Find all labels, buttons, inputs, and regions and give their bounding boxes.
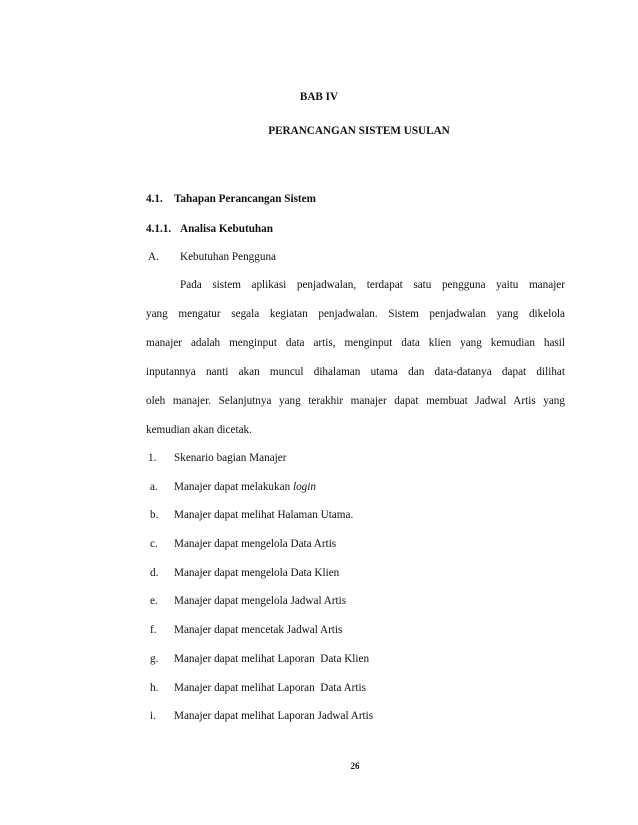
- list-item: Manajer dapat melakukan login: [174, 481, 316, 493]
- list-marker: h.: [150, 682, 159, 694]
- list-item: Manajer dapat melihat Halaman Utama.: [174, 509, 354, 521]
- paragraph-line: inputannya nanti akan muncul dihalaman utama dan data-datanya dapat dilihat: [146, 366, 565, 378]
- list-marker: i.: [150, 710, 156, 722]
- subsection-title: Analisa Kebutuhan: [180, 223, 273, 235]
- chapter-title: PERANCANGAN SISTEM USULAN: [268, 125, 450, 137]
- italic-term: login: [292, 481, 316, 493]
- item-marker: A.: [148, 251, 159, 263]
- list-marker: f.: [150, 624, 157, 636]
- list-item: Manajer dapat melihat Laporan Jadwal Artis: [174, 710, 374, 722]
- section-number: 4.1.: [146, 193, 163, 205]
- chapter-heading: BAB IV: [299, 91, 339, 103]
- list-marker: c.: [150, 538, 158, 550]
- list-marker: d.: [150, 567, 159, 579]
- list-marker: g.: [150, 653, 159, 665]
- paragraph-line: oleh manajer. Selanjutnya yang terakhir manajer dapat membuat Jadwal Artis yang: [146, 395, 565, 407]
- list-item: Manajer dapat melihat Laporan Data Artis: [174, 682, 366, 694]
- subsection-number: 4.1.1.: [146, 223, 172, 235]
- paragraph-line: Pada sistem aplikasi penjadwalan, terdapat satu pengguna yaitu manajer: [180, 279, 565, 291]
- list-item: Manajer dapat mengelola Jadwal Artis: [174, 595, 347, 607]
- paragraph-line: manajer adalah menginput data artis, menginput data klien yang kemudian hasil: [146, 337, 565, 349]
- list-marker: b.: [150, 509, 159, 521]
- page-number: 26: [350, 761, 360, 771]
- list-item: Manajer dapat mencetak Jadwal Artis: [174, 624, 343, 636]
- item-title: Kebutuhan Pengguna: [180, 251, 277, 263]
- paragraph-line: kemudian akan dicetak.: [146, 424, 252, 436]
- list-marker: e.: [150, 595, 158, 607]
- list-item: Manajer dapat melihat Laporan Data Klien: [174, 653, 370, 665]
- list-item: Manajer dapat mengelola Data Artis: [174, 538, 337, 550]
- list-marker: a.: [150, 481, 158, 493]
- paragraph-line: yang mengatur segala kegiatan penjadwalan. Sistem penjadwalan yang dikelola: [146, 308, 565, 320]
- scenario-marker: 1.: [148, 452, 157, 464]
- scenario-title: Skenario bagian Manajer: [174, 452, 287, 464]
- section-title: Tahapan Perancangan Sistem: [174, 193, 316, 205]
- list-item: Manajer dapat mengelola Data Klien: [174, 567, 340, 579]
